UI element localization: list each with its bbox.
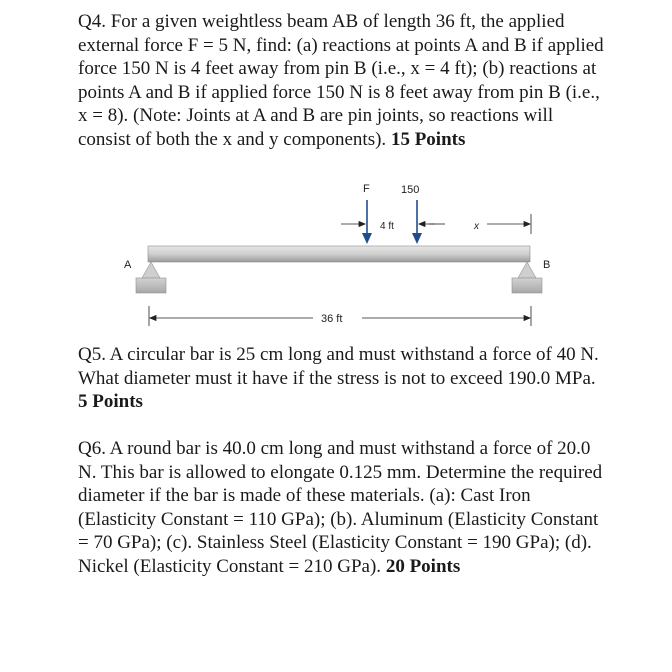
support-b-label: B — [543, 259, 551, 271]
spacing-label: 4 ft — [380, 221, 394, 232]
x-label: x — [474, 221, 479, 232]
question-5-text: Q5. A circular bar is 25 cm long and must withstand a force of 40 N. What diameter must it have if the stress is not to exceed 190.0 MPa. — [78, 344, 599, 389]
question-4-points: 15 Points — [390, 128, 466, 150]
support-b — [512, 262, 542, 293]
beam — [148, 246, 530, 262]
force-f-arrow — [362, 200, 372, 244]
question-6-text: Q6. A round bar is 40.0 cm long and must withstand a force of 20.0 N. This bar is allowed to elongate 0.125 mm. Determine the required diameter if the bar is made of these materials. (a): Cast Iron (Elasticity Constant = 110 GPa); (b). Aluminum (Elasticity Constant = 70 GPa); (c). Stainless Steel (Elasticity Constant = 190 GPa); (d). Nickel (Elasticity Constant = 210 GPa). — [78, 438, 603, 577]
question-5 — [78, 343, 608, 414]
question-6-points: 20 Points — [385, 555, 461, 577]
support-a-label: A — [124, 259, 132, 271]
force-f-label: F — [363, 183, 370, 195]
force-150-arrow — [412, 200, 422, 244]
question-4 — [78, 10, 608, 152]
beam-diagram — [110, 178, 570, 338]
question-5-points: 5 Points — [78, 391, 143, 413]
length-label: 36 ft — [321, 313, 343, 325]
force-150-label: 150 — [401, 184, 420, 196]
question-4-text: Q4. For a given weightless beam AB of length 36 ft, the applied external force F = 5 N, find: (a) reactions at points A and B if applied force 150 N is 4 feet away from pin B (i.e., x = 4 ft); (b) reactions at points A and B if applied force 150 N is 8 feet away from pin B (i.e., x = 8). (Note: Joints at A and B are pin joints, so reactions will consist of both the x and y components). — [78, 11, 604, 150]
x-dimension — [429, 214, 531, 234]
question-6 — [78, 437, 608, 579]
support-a — [136, 262, 166, 293]
